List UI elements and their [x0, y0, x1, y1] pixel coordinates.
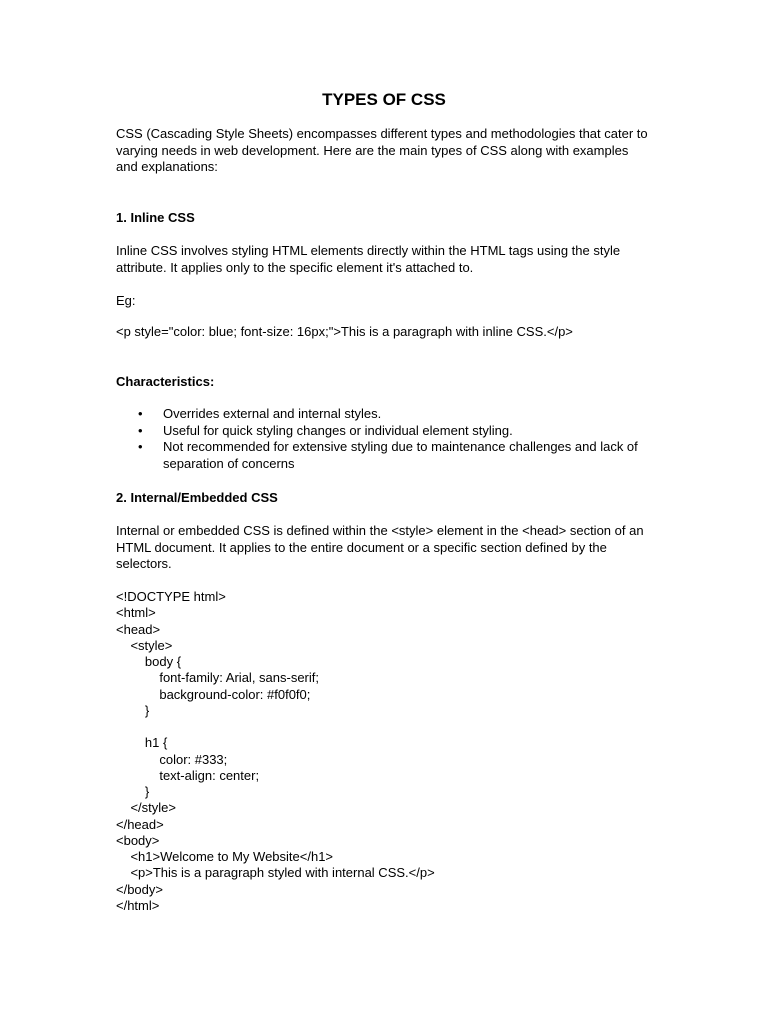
- list-item: [116, 423, 643, 440]
- bullet-icon: •: [138, 439, 143, 454]
- code-line: font-family: Arial, sans-serif;: [116, 670, 319, 686]
- code-line: <!DOCTYPE html>: [116, 589, 226, 604]
- list-item-text: Useful for quick styling changes or individual element styling.: [163, 422, 513, 438]
- internal-css-description: Internal or embedded CSS is defined within the <style> element in the <head> section of an HTML document. It applies to the entire document or a specific section defined by the selectors.: [116, 523, 644, 571]
- code-line: <head>: [116, 621, 161, 637]
- list-item-text: Overrides external and internal styles.: [163, 406, 382, 421]
- code-line: </head>: [116, 816, 164, 832]
- characteristics-heading: Characteristics:: [116, 374, 215, 389]
- code-line: </html>: [116, 897, 160, 913]
- code-line: body {: [116, 654, 182, 669]
- document-title: TYPES OF CSS: [322, 90, 446, 109]
- code-line: h1 {: [116, 735, 168, 751]
- code-line: color: #333;: [116, 751, 228, 767]
- section-heading-internal-css: 2. Internal/Embedded CSS: [116, 490, 278, 505]
- code-line: <p>This is a paragraph styled with internal CSS.</p>: [116, 865, 435, 881]
- internal-css-code-example: [116, 589, 652, 914]
- list-item-text: Not recommended for extensive styling due to maintenance challenges and lack of separation of concerns: [163, 439, 638, 471]
- section-heading-inline-css: 1. Inline CSS: [116, 210, 195, 225]
- example-label: Eg:: [116, 293, 136, 308]
- code-line: </style>: [116, 800, 176, 816]
- code-line: background-color: #f0f0f0;: [116, 686, 311, 702]
- bullet-icon: •: [138, 406, 143, 421]
- inline-css-description: Inline CSS involves styling HTML elements directly within the HTML tags using the style attribute. It applies only to the specific element it's attached to.: [116, 243, 621, 275]
- code-line: <body>: [116, 832, 160, 848]
- code-line: <style>: [116, 637, 173, 653]
- intro-paragraph: CSS (Cascading Style Sheets) encompasses different types and methodologies that cater to varying needs in web development. Here are the main types of CSS along with examples and explanations:: [116, 126, 648, 174]
- code-line: <h1>Welcome to My Website</h1>: [116, 849, 334, 864]
- code-line: <html>: [116, 605, 156, 621]
- code-line: </body>: [116, 881, 163, 897]
- list-item: [116, 439, 643, 472]
- code-line: [116, 719, 652, 735]
- characteristics-list: [116, 406, 652, 472]
- code-line: }: [116, 702, 150, 718]
- code-line: text-align: center;: [116, 767, 260, 783]
- list-item: [116, 406, 643, 423]
- inline-css-example-code: <p style="color: blue; font-size: 16px;">This is a paragraph with inline CSS.</p>: [116, 324, 573, 339]
- code-line: }: [116, 784, 150, 799]
- bullet-icon: •: [138, 422, 143, 438]
